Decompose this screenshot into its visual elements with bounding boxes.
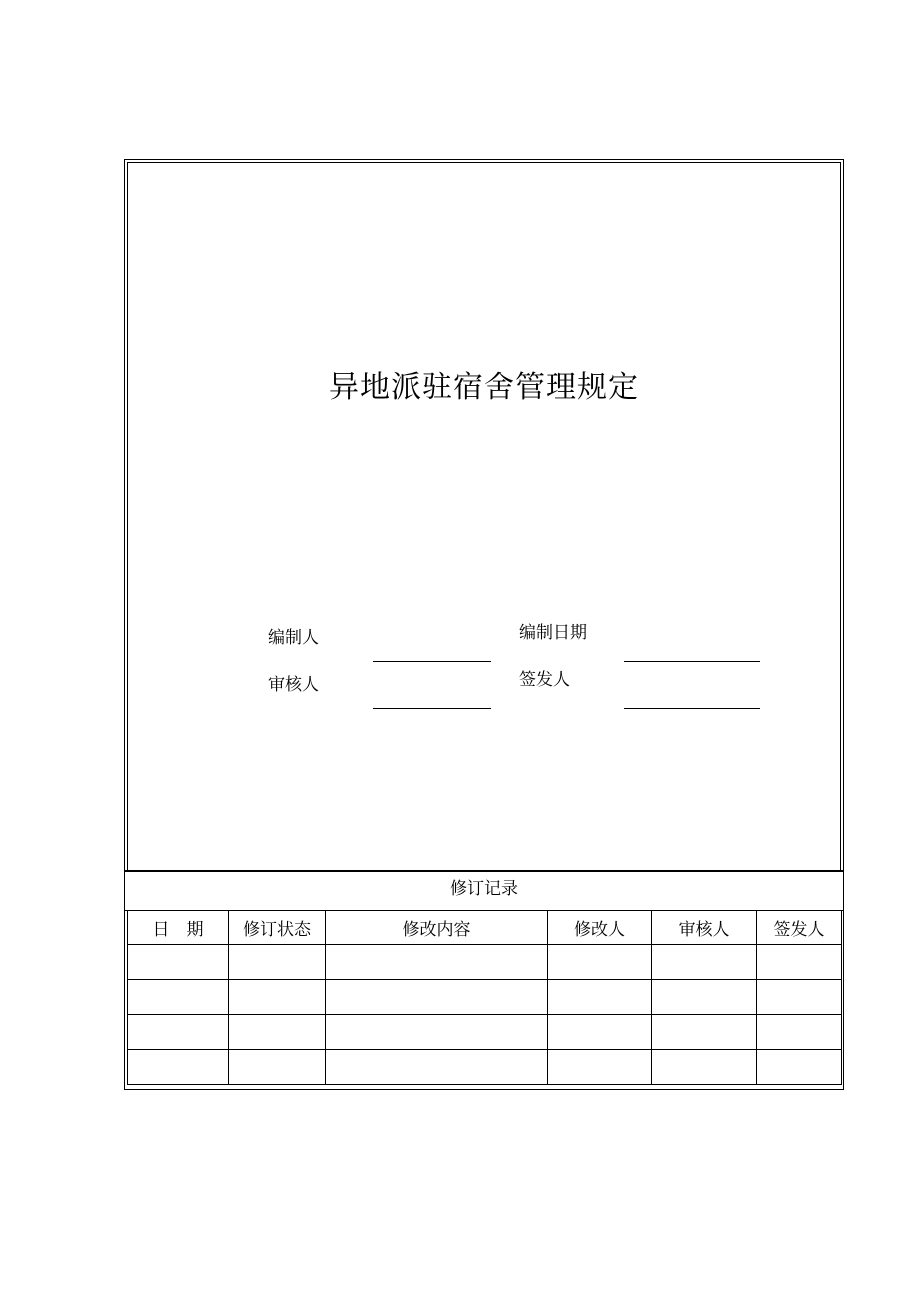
header-status: 修订状态	[229, 910, 326, 945]
header-content: 修改内容	[326, 910, 548, 945]
revision-title: 修订记录	[125, 872, 843, 911]
compiler-signature-line[interactable]	[373, 661, 491, 662]
issuer-signature-line[interactable]	[624, 708, 760, 709]
reviewer-label: 审核人	[268, 675, 319, 695]
cell-date[interactable]	[128, 945, 229, 980]
compile-date-label: 编制日期	[519, 623, 587, 643]
reviewer-signature-line[interactable]	[373, 708, 491, 709]
compile-date-signature-line[interactable]	[624, 661, 760, 662]
cell-reviewer[interactable]	[652, 945, 757, 980]
cell-reviewer[interactable]	[652, 1050, 757, 1085]
cell-date[interactable]	[128, 1050, 229, 1085]
header-date: 日 期	[128, 910, 229, 945]
cell-modifier[interactable]	[548, 1015, 652, 1050]
cell-modifier[interactable]	[548, 945, 652, 980]
revision-header-row	[128, 910, 842, 945]
cover-frame	[124, 159, 844, 871]
issuer-label: 签发人	[519, 670, 570, 690]
table-row	[128, 980, 842, 1015]
cell-date[interactable]	[128, 980, 229, 1015]
compiler-label: 编制人	[268, 628, 319, 648]
revision-table	[127, 910, 842, 1085]
table-row	[128, 1015, 842, 1050]
cell-content[interactable]	[326, 1050, 548, 1085]
cell-content[interactable]	[326, 1015, 548, 1050]
cell-date[interactable]	[128, 1015, 229, 1050]
cell-status[interactable]	[229, 1050, 326, 1085]
cell-issuer[interactable]	[757, 1050, 842, 1085]
document-title: 异地派驻宿舍管理规定	[329, 370, 639, 405]
cell-status[interactable]	[229, 945, 326, 980]
table-row	[128, 945, 842, 980]
cell-reviewer[interactable]	[652, 1015, 757, 1050]
cell-content[interactable]	[326, 980, 548, 1015]
cell-reviewer[interactable]	[652, 980, 757, 1015]
header-issuer: 签发人	[757, 910, 842, 945]
cell-modifier[interactable]	[548, 1050, 652, 1085]
cell-status[interactable]	[229, 1015, 326, 1050]
table-row	[128, 1050, 842, 1085]
cover-inner-frame	[127, 162, 841, 870]
cell-status[interactable]	[229, 980, 326, 1015]
cell-content[interactable]	[326, 945, 548, 980]
cell-issuer[interactable]	[757, 980, 842, 1015]
cell-issuer[interactable]	[757, 945, 842, 980]
header-modifier: 修改人	[548, 910, 652, 945]
revision-record	[124, 871, 844, 1090]
cell-modifier[interactable]	[548, 980, 652, 1015]
header-reviewer: 审核人	[652, 910, 757, 945]
cell-issuer[interactable]	[757, 1015, 842, 1050]
